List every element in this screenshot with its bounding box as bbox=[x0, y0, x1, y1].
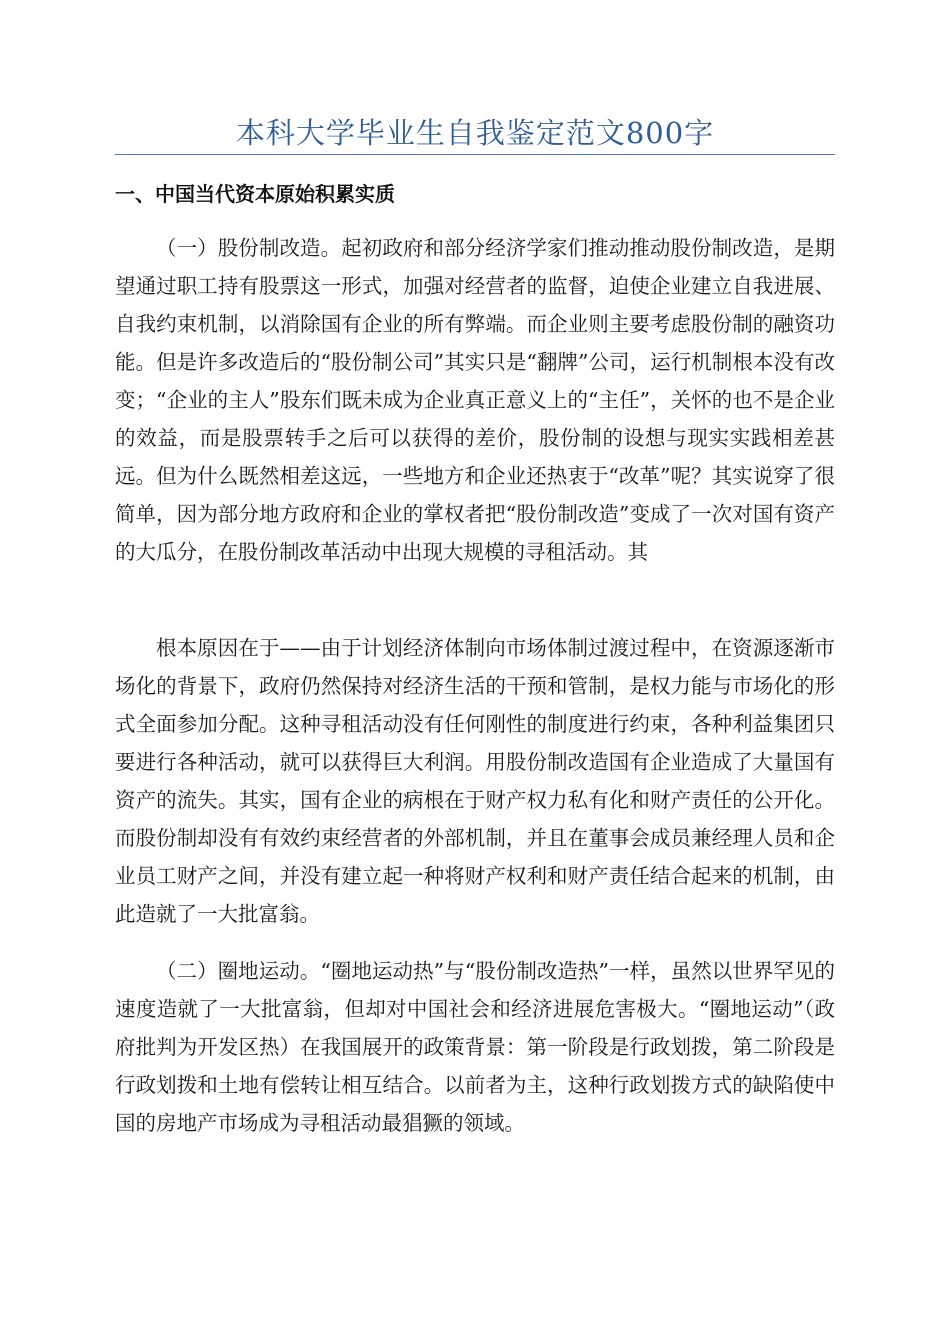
title-underline bbox=[115, 154, 835, 155]
document-title: 本科大学毕业生自我鉴定范文800字 bbox=[235, 116, 715, 150]
paragraph-share-reform: （一）股份制改造。起初政府和部分经济学家们推动推动股份制改造，是期望通过职工持有股票这一形式，加强对经营者的监督，迫使企业建立自我进展、自我约束机制，以消除国有企业的所有弊端。而企业则主要考虑股份制的融资功能。但是许多改造后的“股份制公司”其实只是“翻牌”公司，运行机制根本没有改变；“企业的主人”股东们既未成为企业真正意义上的“主任”，关怀的也不是企业的效益，而是股票转手之后可以获得的差价，股份制的设想与现实实践相差甚远。但为什么既然相差这远，一些地方和企业还热衷于“改革”呢？其实说穿了很简单，因为部分地方政府和企业的掌权者把“股份制改造”变成了一次对国有资产的大瓜分，在股份制改革活动中出现大规模的寻租活动。其 bbox=[115, 236, 835, 564]
section-heading: 一、中国当代资本原始积累实质 bbox=[115, 182, 395, 206]
paragraph-root-cause: 根本原因在于——由于计划经济体制向市场体制过渡过程中，在资源逐渐市场化的背景下，政府仍然保持对经济生活的干预和管制，是权力能与市场化的形式全面参加分配。这种寻租活动没有任何刚性的制度进行约束，各种利益集团只要进行各种活动，就可以获得巨大利润。用股份制改造国有企业造成了大量国有资产的流失。其实，国有企业的病根在于财产权力私有化和财产责任的公开化。而股份制却没有有效约束经营者的外部机制，并且在董事会成员兼经理人员和企业员工财产之间，并没有建立起一种将财产权利和财产责任结合起来的机制，由此造就了一大批富翁。 bbox=[115, 636, 835, 926]
paragraph-land-enclosure: （二）圈地运动。“圈地运动热”与“股份制改造热”一样，虽然以世界罕见的速度造就了一大批富翁，但却对中国社会和经济进展危害极大。“圈地运动”（政府批判为开发区热）在我国展开的政策背景：第一阶段是行政划拨，第二阶段是行政划拨和土地有偿转让相互结合。以前者为主，这种行政划拨方式的缺陷使中国的房地产市场成为寻租活动最猖獗的领域。 bbox=[115, 959, 835, 1135]
